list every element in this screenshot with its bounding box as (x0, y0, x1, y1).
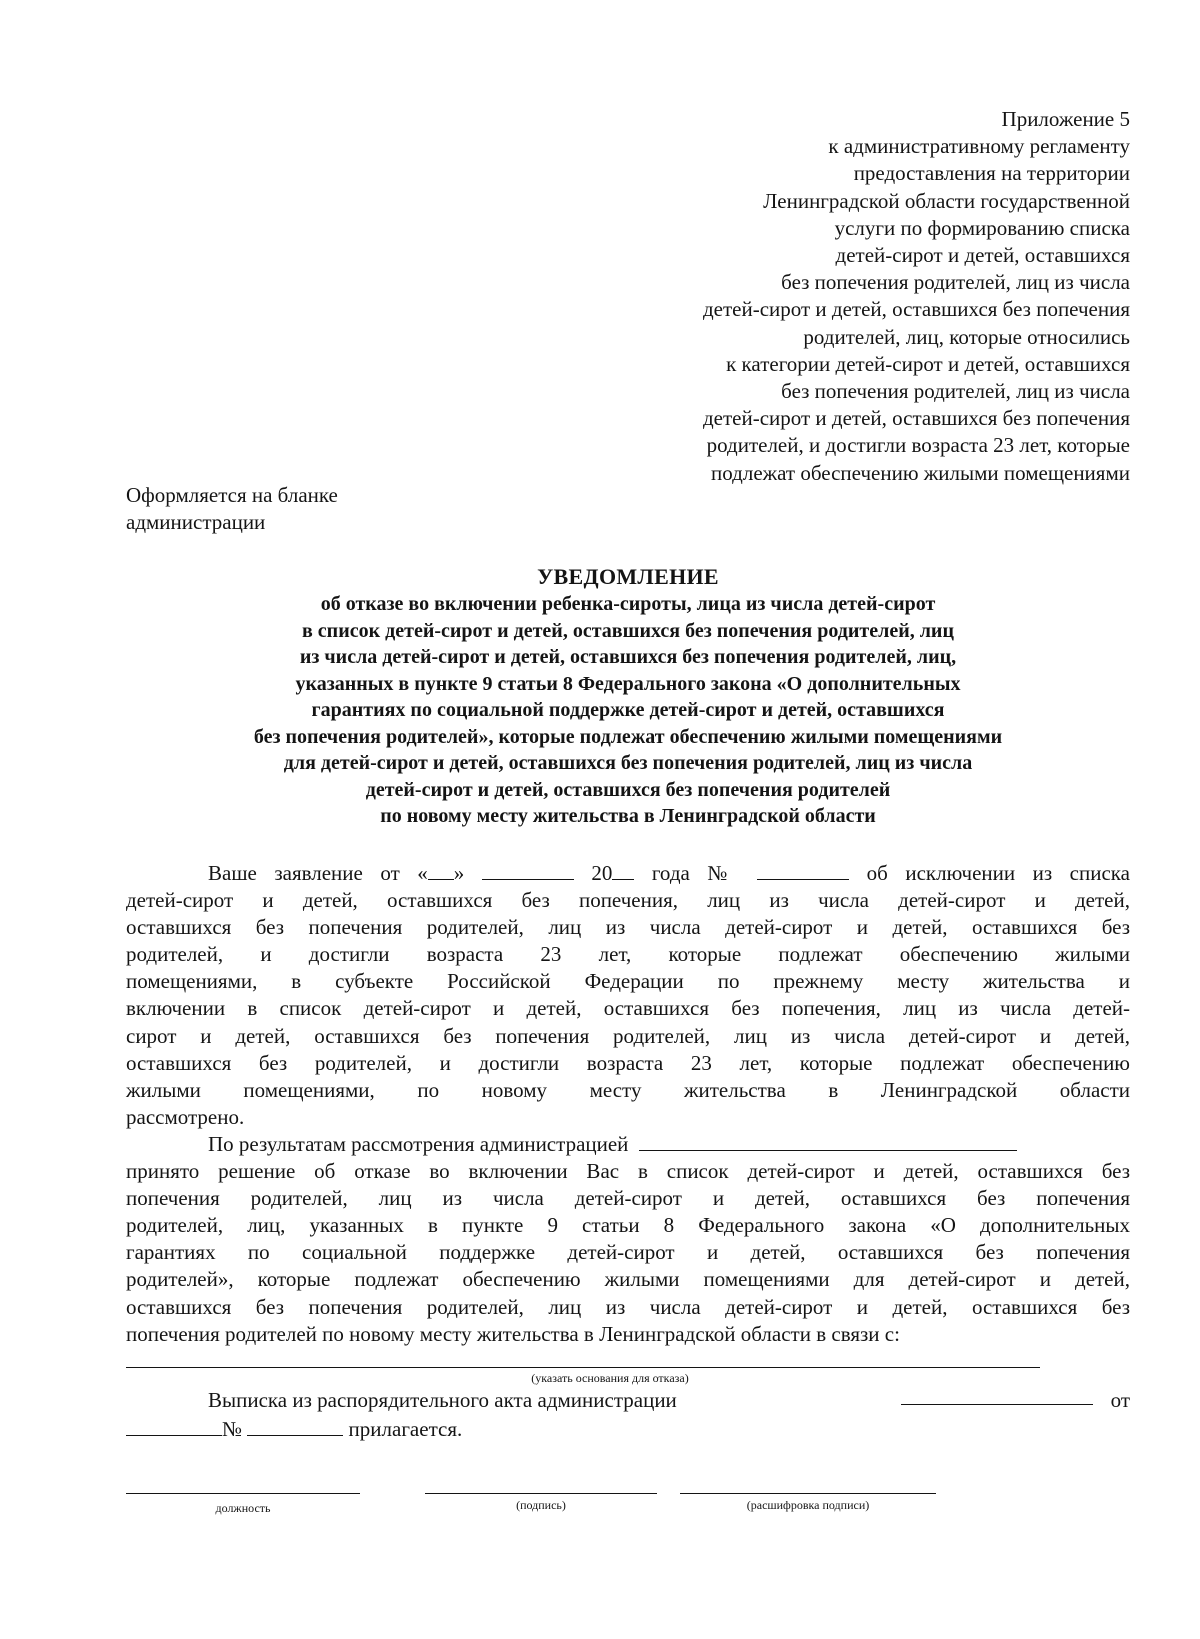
reason-caption: (указать основания для отказа) (531, 1371, 689, 1385)
application-text-b: » (453, 861, 465, 885)
appendix-line: без попечения родителей, лиц из числа (781, 270, 1130, 295)
administration-blank (639, 1132, 1017, 1151)
extract-block (126, 1386, 1130, 1444)
paragraph-line: гарантиях по социальной поддержке детей-сирот и детей, оставшихся без попечения (126, 1240, 1130, 1265)
paragraph-line: попечения родителей, лиц из числа детей-сирот и детей, оставшихся без попечения (126, 1186, 1130, 1211)
subtitle-line: указанных в пункте 9 статьи 8 Федерального закона «О дополнительных (295, 672, 961, 695)
application-first-line (126, 860, 1130, 887)
appendix-line: к административному регламенту (828, 134, 1130, 159)
decision-text: По результатам рассмотрения администрацией (208, 1132, 629, 1156)
extract-number-blank (247, 1417, 343, 1436)
appendix-line: детей-сирот и детей, оставшихся без попечения (702, 406, 1130, 431)
subtitle-line: гарантиях по социальной поддержке детей-сирот и детей, оставшихся (311, 699, 945, 721)
reason-blank-line (126, 1367, 1040, 1368)
paragraph-line: сирот и детей, оставшихся без попечения родителей, лиц из числа детей-сирот и детей, (126, 1023, 1130, 1048)
subtitle-line: об отказе во включении ребенка-сироты, лица из числа детей-сирот (320, 593, 936, 615)
extract-no-text: № (222, 1417, 243, 1441)
appendix-line: родителей, лиц, которые относились (803, 324, 1130, 349)
decision-first-line (126, 1131, 1130, 1158)
extract-line-2 (126, 1415, 1130, 1444)
subtitle-line: детей-сирот и детей, оставшихся без попечения родителей (365, 778, 891, 801)
subtitle-line: из числа детей-сирот и детей, оставшихся без попечения родителей, лиц, (299, 646, 957, 668)
paragraph-line: рассмотрено. (126, 1104, 245, 1129)
subtitle-line: в список детей-сирот и детей, оставшихся без попечения родителей, лиц (302, 619, 954, 642)
application-text-e: об исключении из списка (866, 861, 1130, 885)
appendix-line: подлежат обеспечению жилыми помещениями (711, 460, 1130, 485)
paragraph-line: оставшихся без попечения родителей, лиц из числа детей-сирот и детей, оставшихся без (126, 915, 1130, 940)
application-text-c: 20 (591, 861, 613, 885)
paragraph-line: оставшихся без родителей, и достигли возраста 23 лет, которые подлежат обеспечению (126, 1050, 1130, 1075)
paragraph-line: оставшихся без попечения родителей, лиц из числа детей-сирот и детей, оставшихся без (126, 1294, 1130, 1319)
notice-subtitle (126, 591, 1130, 830)
appendix-line: Ленинградской области государственной (763, 188, 1130, 213)
blank-note-line: администрации (126, 510, 266, 534)
subtitle-line: по новому месту жительства в Ленинградской области (380, 805, 876, 827)
appendix-line: к категории детей-сирот и детей, оставшихся (726, 351, 1130, 376)
day-blank (428, 861, 454, 880)
extract-date2-blank (126, 1417, 222, 1436)
appendix-line: детей-сирот и детей, оставшихся без попечения (702, 297, 1130, 322)
subtitle-line: для детей-сирот и детей, оставшихся без попечения родителей, лиц из числа (283, 752, 973, 774)
paragraph-line: детей-сирот и детей, оставшихся без попечения, лиц из числа детей-сирот и детей, (126, 888, 1130, 913)
notice-title: УВЕДОМЛЕНИЕ (537, 564, 719, 589)
decoding-blank-line (680, 1493, 936, 1494)
paragraph-line: жилыми помещениями, по новому месту жительства в Ленинградской области (126, 1077, 1130, 1102)
paragraph-line: родителей, лиц, указанных в пункте 9 статьи 8 Федерального закона «О дополнительных (126, 1213, 1130, 1238)
extract-line-1 (126, 1386, 1130, 1415)
subtitle-line: без попечения родителей», которые подлежат обеспечению жилыми помещениями (253, 725, 1003, 748)
appendix-line: родителей, и достигли возраста 23 лет, которые (706, 433, 1130, 458)
number-blank (757, 861, 849, 880)
signature-caption: (подпись) (516, 1498, 566, 1512)
appendix-line: без попечения родителей, лиц из числа (781, 379, 1130, 404)
appendix-line: предоставления на территории (853, 161, 1130, 186)
blank-note (126, 482, 506, 536)
extract-text: Выписка из распорядительного акта администрации (208, 1388, 677, 1412)
paragraph-decision (126, 1131, 1130, 1348)
paragraph-application (126, 860, 1130, 1131)
appendix-line: услуги по формированию списка (834, 215, 1130, 240)
paragraph-line: родителей, и достигли возраста 23 лет, которые подлежат обеспечению жилыми (126, 942, 1130, 967)
year-blank (612, 861, 634, 880)
extract-attached-text: прилагается. (348, 1417, 463, 1441)
extract-date-blank (901, 1386, 1093, 1405)
appendix-header (560, 106, 1130, 487)
month-blank (482, 861, 574, 880)
paragraph-line: включении в список детей-сирот и детей, оставшихся без попечения, лиц из числа детей- (126, 996, 1130, 1021)
paragraph-line: родителей», которые подлежат обеспечению жилыми помещениями для детей-сирот и детей, (126, 1267, 1130, 1292)
application-text-d: года № (651, 861, 740, 885)
appendix-line: детей-сирот и детей, оставшихся (835, 243, 1130, 268)
paragraph-line: принято решение об отказе во включении Вас в список детей-сирот и детей, оставшихся без (126, 1159, 1130, 1184)
position-blank-line (126, 1493, 360, 1494)
paragraph-line: помещениями, в субъекте Российской Федерации по прежнему месту жительства и (126, 969, 1130, 994)
extract-from-text: от (1110, 1388, 1130, 1412)
blank-note-line: Оформляется на бланке (126, 483, 338, 507)
appendix-line: Приложение 5 (1001, 107, 1130, 131)
decoding-caption: (расшифровка подписи) (746, 1498, 870, 1512)
signature-blank-line (425, 1493, 657, 1494)
application-text-a: Ваше заявление от « (208, 861, 428, 885)
paragraph-line: попечения родителей по новому месту жительства в Ленинградской области в связи с: (126, 1321, 900, 1346)
position-caption: должность (215, 1501, 271, 1515)
